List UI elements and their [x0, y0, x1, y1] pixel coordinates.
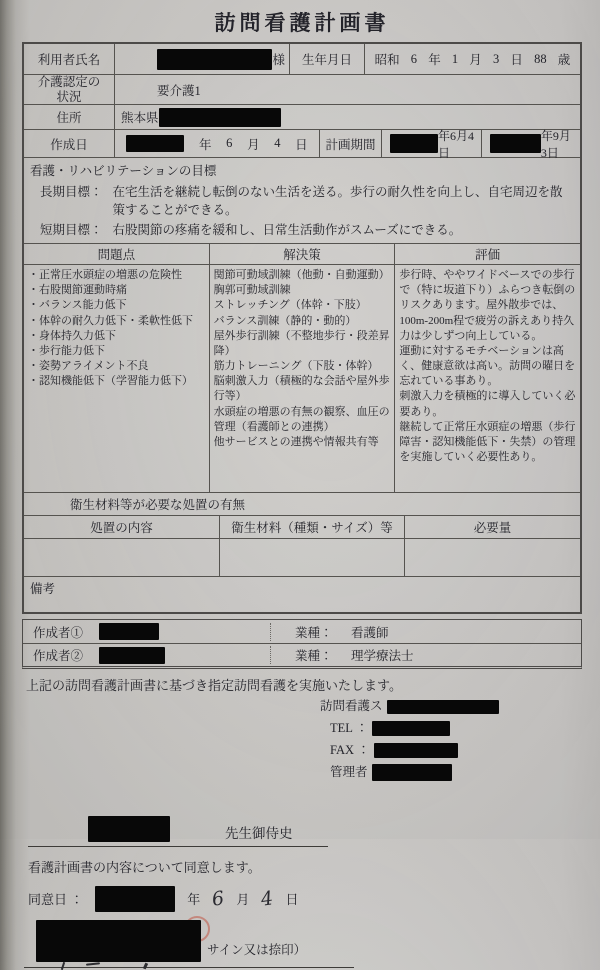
consent-day-unit: 日 [285, 892, 299, 907]
age-unit: 歳 [557, 53, 571, 67]
page-title: 訪問看護計画書 [214, 11, 390, 35]
goals-heading: 看護・リハビリテーションの目標 [30, 164, 217, 178]
dob-year: 6 [410, 51, 418, 66]
redaction-box [372, 721, 450, 736]
evaluation-paragraph: 歩行時、ややワイドベースでの歩行で（特に坂道下り）ふらつき転倒のリスクあります。屋外散歩では、100m-200m程で疲労の訴えあり持久力は少しずつ向上している。 [399, 269, 576, 342]
handwritten-signature-stroke [143, 962, 148, 969]
consent-statement: 看護計画書の内容について同意します。 [28, 859, 261, 875]
author2-label: 作成者② [33, 649, 84, 663]
long-term-goal-label: 長期目標： [40, 185, 103, 199]
dob-cell [364, 44, 580, 74]
plan-table-body [24, 264, 580, 492]
problem-item: ・ 歩行能力低下 [28, 344, 206, 359]
problem-item: ・ 正常圧水頭症の増悪の危険性 [28, 268, 206, 283]
hygiene-header-row [24, 515, 580, 538]
problem-item: ・ バランス能力低下 [28, 298, 206, 313]
solutions-cell [209, 265, 395, 492]
problems-header: 問題点 [97, 248, 136, 262]
period-end-cell [481, 128, 581, 160]
row-patient-name [24, 44, 580, 74]
solution-item: 他サービスとの連携や情報共有等 [213, 435, 379, 448]
patient-info-table [22, 42, 582, 614]
treatment-content-header: 処置の内容 [90, 521, 153, 535]
author2-occupation: 理学療法士 [351, 649, 414, 663]
row-dates [24, 128, 580, 160]
care-label-line1: 介護認定の [37, 75, 101, 90]
care-label-line2: 状況 [56, 89, 82, 104]
tel-label: TEL ： [330, 720, 369, 735]
solution-item: 屋外歩行訓練（不整地歩行・段差昇降） [213, 329, 390, 357]
redaction-box [157, 49, 272, 70]
author1-occupation-cell [270, 623, 581, 641]
solution-item: 関節可動域訓練（他動・自動運動） [213, 269, 390, 281]
redaction-box [88, 816, 170, 842]
problems-cell [24, 265, 209, 492]
solution-item: 水頭症の増悪の有無の観察、血圧の管理（看護師との連携） [213, 405, 390, 433]
redaction-box [99, 623, 159, 640]
period-start-suffix: 年6月4日 [438, 128, 475, 160]
problem-item: ・ 姿勢アライメント不良 [28, 359, 206, 374]
problem-item: ・ 認知機能低下（学習能力低下） [28, 374, 206, 389]
station-name-prefix: 訪問看護ス [320, 699, 383, 713]
hygiene-heading: 衛生材料等が必要な処置の有無 [24, 492, 580, 515]
handwritten-day: 4 [259, 886, 275, 911]
dob-day: 3 [492, 51, 500, 66]
remarks-section: 備考 [24, 576, 580, 612]
problem-item: ・ 右股関節運動時痛 [28, 283, 206, 298]
created-day: 4 [274, 136, 281, 150]
solution-item: 筋力トレーニング（下肢・体幹） [213, 360, 379, 373]
hygiene-empty-row [24, 538, 580, 576]
evaluation-header: 評価 [394, 244, 580, 264]
dob-label: 生年月日 [289, 44, 364, 74]
dob-day-unit: 日 [510, 53, 523, 67]
handwritten-signature-stroke [61, 961, 65, 969]
evaluation-paragraph: 運動に対するモチベーションは高く、健康意欲は高い。訪問の曜日を忘れている事あり。 [399, 344, 576, 388]
sign-or-seal-note: サイン又は捺印） [207, 942, 307, 957]
dob-month-unit: 月 [469, 53, 482, 67]
plan-table-header [24, 243, 580, 264]
tel-line [320, 718, 570, 740]
redaction-box [387, 700, 499, 714]
redaction-box [126, 135, 184, 152]
author1-label: 作成者① [33, 625, 84, 640]
created-date-label: 作成日 [50, 137, 88, 152]
redaction-box [490, 134, 541, 153]
created-date-cell [114, 130, 319, 157]
solution-item: ストレッチング（体幹・下肢） [213, 299, 367, 312]
redaction-box [95, 886, 175, 912]
solution-item: 脳刺激入力（積極的な会話や屋外歩行等） [213, 375, 390, 403]
address-label: 住所 [56, 111, 82, 125]
address-value [114, 105, 580, 129]
address-prefecture: 熊本県 [121, 111, 159, 125]
name-honorific: 様 [272, 53, 285, 67]
required-amount-value [404, 539, 580, 576]
problem-item: ・ 身体持久力低下 [28, 329, 206, 344]
created-year-unit: 年 [198, 137, 212, 152]
evaluation-paragraph: 継続して正常圧水頭症の増悪（歩行障害・認知機能低下・失禁）の管理を実施していく必要性あり。 [399, 420, 576, 464]
period-start-cell [381, 128, 481, 160]
consent-date-line [28, 886, 582, 912]
consent-month-unit: 月 [236, 892, 250, 907]
manager-line [320, 762, 570, 784]
dob-era: 昭和 [374, 53, 400, 67]
period-end-suffix: 年9月3日 [540, 128, 571, 160]
patient-name-label: 利用者氏名 [37, 53, 101, 67]
hygiene-material-value [219, 539, 404, 576]
long-term-goal-text: 在宅生活を継続し転倒のない生活を送る。歩行の耐久性を向上し、自宅周辺を散策することができる。 [112, 185, 563, 217]
author1-occupation-label: 業種： [295, 625, 333, 640]
redaction-box [390, 134, 438, 153]
short-term-goal-label: 短期目標： [40, 223, 103, 237]
short-term-goal-text: 右股関節の疼痛を緩和し、日常生活動作がスムーズにできる。 [112, 223, 462, 237]
author2-occupation-cell [270, 646, 581, 664]
long-term-goal [30, 181, 574, 219]
authors-table [22, 619, 582, 669]
manager-label: 管理者 [330, 764, 368, 779]
implementation-statement: 上記の訪問看護計画書に基づき指定訪問看護を実施いたします。 [26, 678, 402, 693]
station-name-line [320, 696, 570, 718]
consent-date-label: 同意日 ： [28, 892, 84, 907]
solution-item: バランス訓練（静的・動的） [213, 314, 357, 327]
treatment-content-value [24, 539, 219, 576]
patient-name-cell [114, 44, 289, 74]
redaction-box [159, 108, 281, 127]
row-care-level [24, 74, 580, 104]
fax-line [320, 740, 570, 762]
author-row-2 [23, 643, 581, 666]
care-level-value: 要介護1 [114, 75, 580, 104]
consent-year-unit: 年 [187, 892, 201, 907]
created-day-unit: 日 [295, 137, 308, 152]
evaluation-paragraph: 刺激入力を積極的に導入していく必要あり。 [399, 390, 576, 418]
station-info-block [320, 696, 570, 784]
created-month: 6 [226, 136, 233, 150]
redaction-box [374, 743, 458, 758]
dob-year-unit: 年 [428, 53, 441, 67]
hygiene-material-header: 衛生材料（種類・サイズ）等 [219, 516, 404, 538]
solutions-header: 解決策 [209, 244, 395, 264]
redaction-box-signature [36, 920, 201, 962]
problem-item: ・ 体幹の耐久力低下・柔軟性低下 [28, 314, 206, 329]
handwritten-month: 6 [210, 886, 226, 911]
author2-occupation-label: 業種： [295, 649, 333, 663]
evaluation-cell [394, 265, 580, 492]
goals-section [24, 157, 580, 243]
fax-label: FAX ： [330, 742, 370, 757]
doctor-address-line [28, 814, 328, 847]
author1-name [95, 623, 270, 640]
patient-age: 88 [534, 51, 547, 66]
care-level-label [24, 75, 114, 104]
redaction-box [99, 647, 165, 664]
author-row-1 [23, 620, 581, 643]
created-month-unit: 月 [247, 137, 260, 152]
signature-area [24, 918, 354, 968]
handwritten-signature-stroke [86, 962, 100, 965]
redaction-box [372, 764, 452, 781]
author1-occupation: 看護師 [351, 625, 389, 640]
solution-item: 胸郭可動域訓練 [213, 284, 291, 297]
period-label: 計画期間 [319, 130, 381, 157]
required-amount-header: 必要量 [404, 516, 580, 538]
author2-name [95, 647, 270, 664]
dob-month: 1 [451, 51, 459, 66]
short-term-goal [30, 219, 574, 239]
doctor-honorific: 先生御侍史 [225, 825, 293, 841]
row-address [24, 104, 580, 129]
